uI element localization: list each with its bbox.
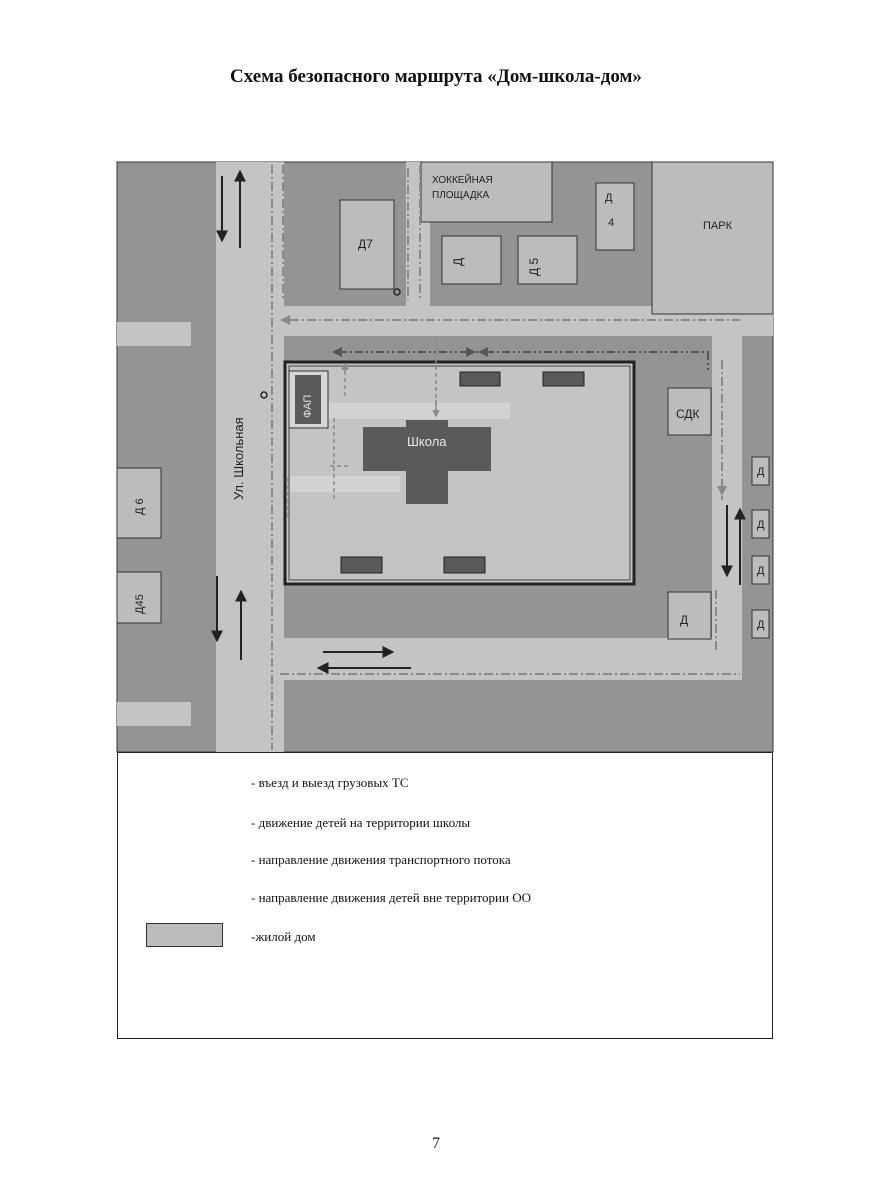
road-left-stub-top bbox=[117, 322, 191, 346]
garage-bottom-right bbox=[444, 557, 485, 573]
school-grounds bbox=[285, 362, 634, 584]
school-label: Школа bbox=[407, 434, 447, 449]
school-inner-path-entrance bbox=[290, 476, 400, 492]
legend-label-traffic-direction: - направление движения транспортного потока bbox=[251, 852, 511, 867]
park-label: ПАРК bbox=[703, 220, 732, 232]
legend-label-children-outside: - направление движения детей вне территории ОО bbox=[251, 890, 531, 905]
building-d-right-1-label: Д bbox=[757, 466, 765, 478]
street-name-label: Ул. Школьная bbox=[231, 417, 246, 500]
building-d-right-2-label: Д bbox=[757, 519, 765, 531]
legend-label-residential-house: -жилой дом bbox=[251, 929, 316, 944]
garage-top-right bbox=[543, 372, 584, 386]
legend-label-children-inside: - движение детей на территории школы bbox=[251, 815, 471, 830]
building-d7-label: Д7 bbox=[358, 237, 373, 251]
building-d-right-3-label: Д bbox=[757, 565, 765, 577]
legend-label-truck-route: - въезд и выезд грузовых ТС bbox=[251, 775, 409, 790]
hockey-court-label-1: ХОККЕЙНАЯ bbox=[432, 175, 493, 186]
fap-label: ФАП bbox=[302, 394, 314, 418]
building-d-top-label: Д bbox=[451, 257, 465, 266]
building-sdk-label: СДК bbox=[676, 407, 700, 421]
residential-house-swatch-icon bbox=[146, 923, 223, 947]
building-d-bottom-right-label: Д bbox=[680, 613, 689, 627]
park bbox=[652, 162, 773, 314]
legend bbox=[117, 752, 773, 1039]
road-left-stub-bottom bbox=[117, 702, 191, 726]
building-d6-label: Д 6 bbox=[134, 498, 146, 515]
hockey-court-label-2: ПЛОЩАДКА bbox=[432, 190, 490, 201]
building-d5-label: Д 5 bbox=[527, 257, 541, 276]
building-d-right-4-label: Д bbox=[757, 619, 765, 631]
building-d4-label-2: 4 bbox=[608, 217, 615, 229]
school-building-vertical bbox=[406, 420, 448, 504]
garage-bottom-left bbox=[341, 557, 382, 573]
page-title: Схема безопасного маршрута «Дом-школа-дом» bbox=[230, 66, 642, 87]
page-number: 7 bbox=[432, 1135, 440, 1152]
garage-top-left bbox=[460, 372, 500, 386]
building-d4 bbox=[596, 183, 634, 250]
building-d4-label-1: Д bbox=[605, 192, 613, 204]
building-d45-label: Д45 bbox=[134, 594, 146, 614]
building-d-bottom-right bbox=[668, 592, 711, 639]
